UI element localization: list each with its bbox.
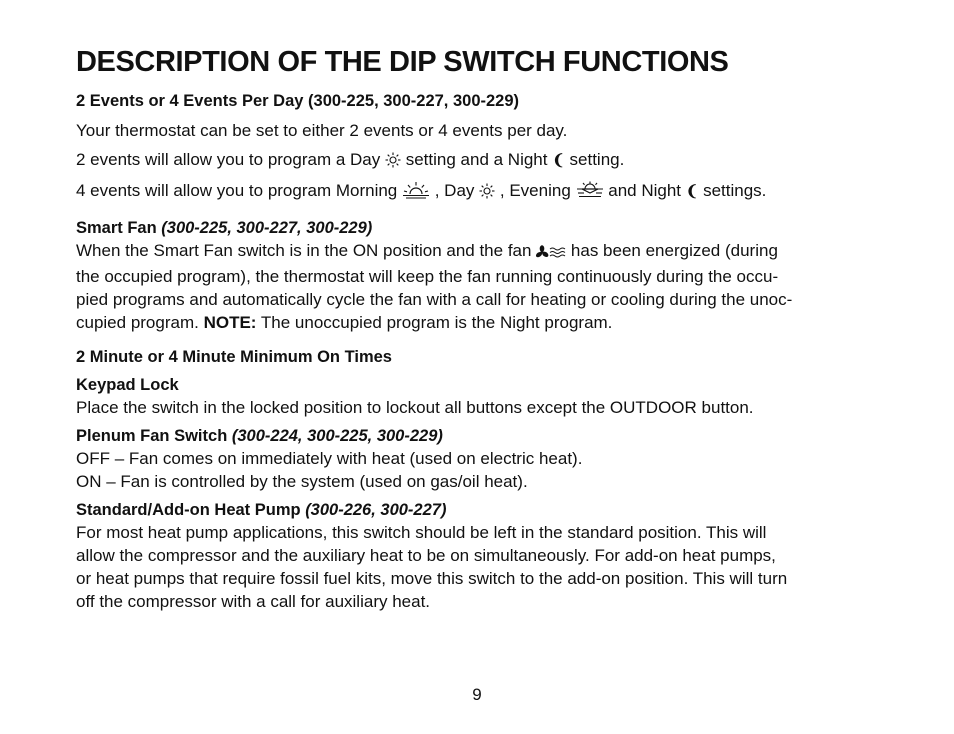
note-label: NOTE:	[203, 313, 257, 332]
plenum-section	[76, 425, 916, 493]
events-line-3-c: , Evening	[499, 181, 571, 200]
heat-pump-refs: (300-226, 300-227)	[305, 501, 447, 519]
smart-fan-refs: (300-225, 300-227, 300-229)	[161, 219, 373, 237]
smart-fan-heading	[76, 217, 916, 239]
plenum-title: Plenum Fan Switch	[76, 427, 228, 445]
events-heading: 2 Events or 4 Events Per Day (300-225, 300-227, 300-229)	[76, 92, 520, 110]
events-line-2-b: setting and a Night	[405, 150, 548, 169]
min-on-heading: 2 Minute or 4 Minute Minimum On Times	[76, 348, 392, 366]
events-line-2-a: 2 events will allow you to program a Day	[76, 150, 381, 169]
sunrise-icon	[402, 181, 430, 205]
heat-pump-heading	[76, 499, 916, 521]
events-line-2-c: setting.	[569, 150, 625, 169]
keypad-line-1: Place the switch in the locked position to lockout all buttons except the OUTDOOR button.	[76, 398, 754, 417]
smart-fan-line-4	[76, 311, 916, 334]
fan-icon	[536, 242, 566, 265]
smart-fan-line-4-a: cupied program.	[76, 313, 199, 332]
plenum-line-2: ON – Fan is controlled by the system (used on gas/oil heat).	[76, 472, 528, 491]
events-section	[76, 90, 916, 205]
keypad-section	[76, 374, 916, 419]
page-title: DESCRIPTION OF THE DIP SWITCH FUNCTIONS	[76, 46, 729, 78]
moon-icon: ❨	[552, 152, 565, 169]
sunset-icon	[576, 181, 604, 205]
heat-pump-line-4: off the compressor with a call for auxiliary heat.	[76, 592, 431, 611]
plenum-heading	[76, 425, 916, 447]
smart-fan-line-1	[76, 239, 916, 265]
smart-fan-section	[76, 217, 916, 334]
smart-fan-line-1-a: When the Smart Fan switch is in the ON position and the fan	[76, 241, 532, 260]
moon-icon: ❨	[685, 183, 699, 200]
keypad-heading: Keypad Lock	[76, 376, 179, 394]
plenum-refs: (300-224, 300-225, 300-229)	[231, 427, 443, 445]
page-number: 9	[472, 685, 482, 704]
sun-icon	[479, 182, 495, 205]
events-line-3-e: settings.	[703, 181, 767, 200]
heat-pump-line-3: or heat pumps that require fossil fuel kits, move this switch to the add-on position. This will turn	[76, 569, 788, 588]
heat-pump-title: Standard/Add-on Heat Pump	[76, 501, 301, 519]
events-line-3-b: , Day	[434, 181, 475, 200]
events-line-1: Your thermostat can be set to either 2 events or 4 events per day.	[76, 121, 568, 140]
smart-fan-line-3: pied programs and automatically cycle the fan with a call for heating or cooling during the unoc-	[76, 290, 793, 309]
smart-fan-line-4-b: The unoccupied program is the Night program.	[260, 313, 613, 332]
manual-page	[76, 44, 916, 613]
events-line-3	[76, 179, 916, 205]
heat-pump-section	[76, 499, 916, 613]
smart-fan-title: Smart Fan	[76, 219, 157, 237]
plenum-line-1: OFF – Fan comes on immediately with heat (used on electric heat).	[76, 449, 583, 468]
events-line-3-a: 4 events will allow you to program Morning	[76, 181, 398, 200]
heat-pump-line-1: For most heat pump applications, this switch should be left in the standard position. This will	[76, 523, 767, 542]
smart-fan-line-1-b: has been energized (during	[570, 241, 778, 260]
heat-pump-line-2: allow the compressor and the auxiliary heat to be on simultaneously. For add-on heat pumps,	[76, 546, 776, 565]
sun-icon	[385, 151, 401, 174]
events-line-3-d: and Night	[608, 181, 682, 200]
events-line-2	[76, 148, 916, 174]
smart-fan-line-2: the occupied program), the thermostat will keep the fan running continuously during the occu-	[76, 267, 779, 286]
